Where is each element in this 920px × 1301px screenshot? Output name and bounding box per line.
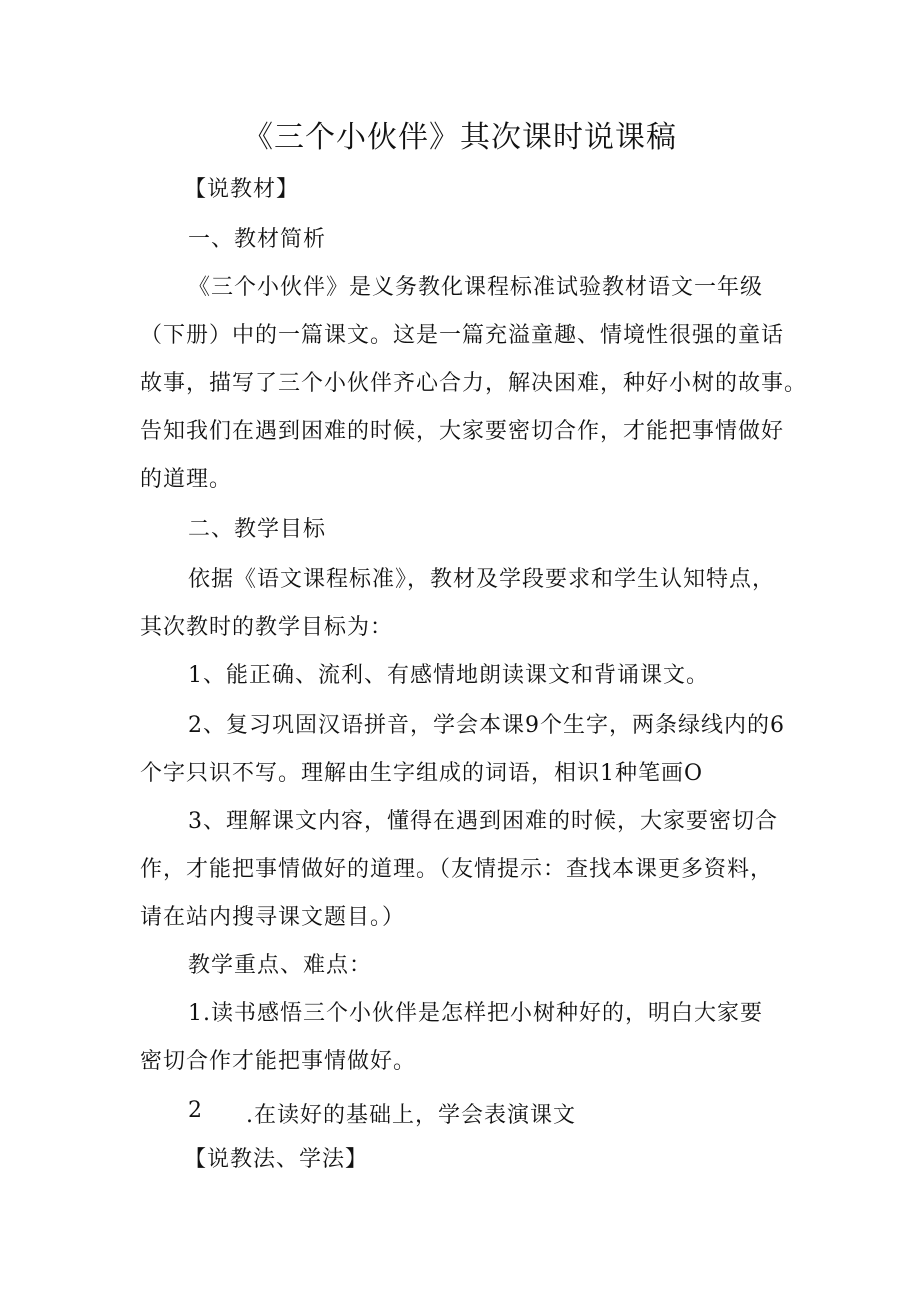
paragraph-line: 的道理。 [140, 467, 233, 492]
paragraph-line: 依据《语文课程标准》，教材及学段要求和学生认知特点， [188, 567, 776, 592]
paragraph-line: 告知我们在遇到困难的时候，大家要密切合作，才能把事情做好 [140, 419, 785, 444]
document-title: 《三个小伙伴》其次课时说课稿 [243, 120, 677, 155]
subsection-heading-analysis: 一、教材简析 [188, 227, 327, 252]
section-header-methods: 【说教法、学法】 [184, 1147, 369, 1172]
goal-item-3-line: 请在站内搜寻课文题目。） [140, 905, 406, 930]
goal-item-2-line: 2、复习巩固汉语拼音，学会本课9个生字，两条绿线内的6 [188, 713, 785, 738]
goal-item-2-line: 个字只识不写。理解由生字组成的词语，相识1种笔画O [140, 761, 704, 786]
key-point-2-text: .在读好的基础上，学会表演课文 [246, 1103, 576, 1128]
key-point-2-number: 2 [188, 1098, 203, 1123]
key-point-1-line: 1.读书感悟三个小伙伴是怎样把小树种好的，明白大家要 [188, 1001, 763, 1026]
goal-item-3-line: 作，才能把事情做好的道理。（友情提示：查找本课更多资料， [140, 857, 774, 882]
paragraph-line: 《三个小伙伴》是义务教化课程标准试验教材语文一年级 [188, 275, 764, 300]
paragraph-line: 其次教时的教学目标为： [140, 615, 394, 640]
subsection-heading-goals: 二、教学目标 [188, 517, 327, 542]
goal-item-1: 1、能正确、流利、有感情地朗读课文和背诵课文。 [188, 663, 709, 688]
goal-item-3-line: 3、理解课文内容，懂得在遇到困难的时候，大家要密切合 [188, 809, 778, 834]
key-points-label: 教学重点、难点： [188, 953, 373, 978]
paragraph-line: （下册）中的一篇课文。这是一篇充溢童趣、情境性很强的童话 [140, 323, 785, 348]
paragraph-line: 故事，描写了三个小伙伴齐心合力，解决困难，种好小树的故事。 [140, 371, 808, 396]
section-header-teaching-material: 【说教材】 [184, 177, 300, 202]
key-point-1-line: 密切合作才能把事情做好。 [140, 1049, 417, 1074]
